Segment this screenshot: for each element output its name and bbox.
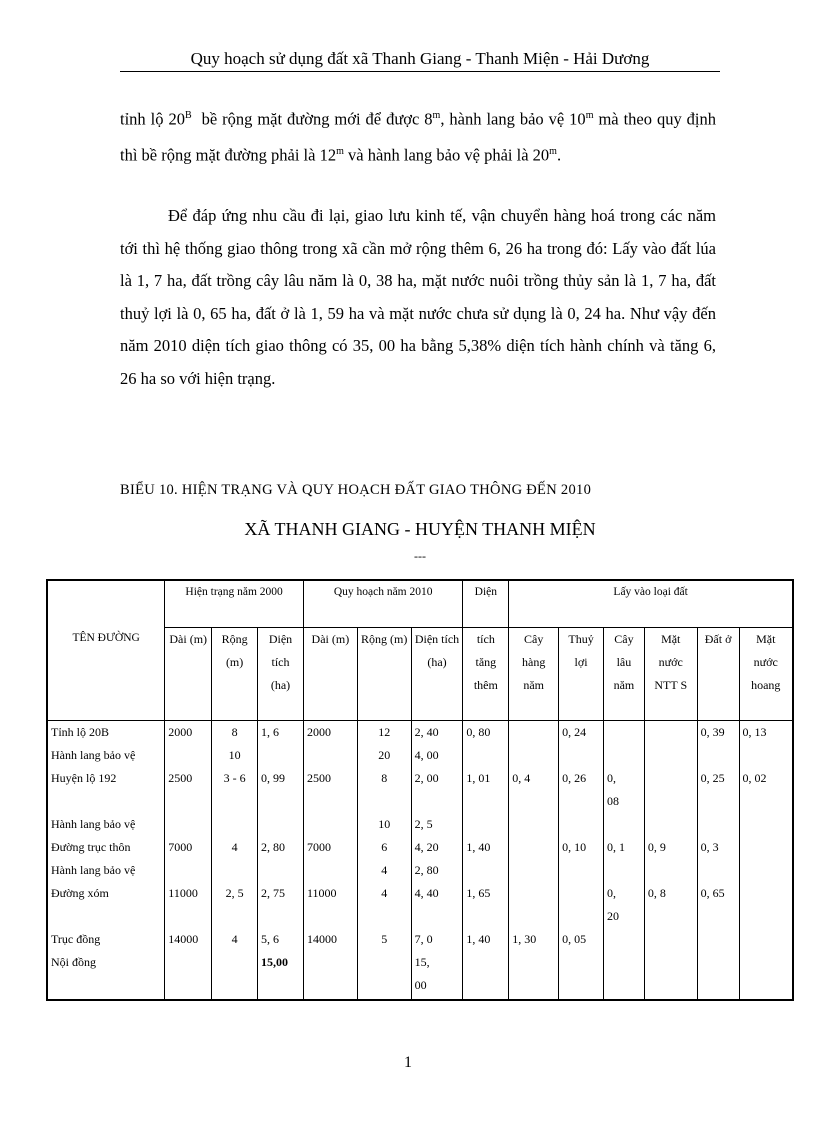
table-subtitle: XÃ THANH GIANG - HUYỆN THANH MIỆN xyxy=(244,519,596,539)
table-cell-line: 0, 05 xyxy=(562,932,587,946)
table-cell-line: 0, 24 xyxy=(562,725,587,739)
th-perennial: Cây lâu năm xyxy=(603,628,644,721)
th-area-increase-top: Diện xyxy=(463,580,509,628)
table-cell-line: 5, 6 xyxy=(261,932,280,946)
table-cell-line xyxy=(466,813,505,836)
table-cell-line: Hành lang bảo vệ xyxy=(51,863,136,877)
table-cell-line: 11000 xyxy=(168,886,198,900)
table-cell-line xyxy=(701,744,736,767)
table-group-header-row xyxy=(47,580,793,628)
table-cell-line: 2, 80 xyxy=(414,863,439,877)
th-cur-area: Diện tích (ha) xyxy=(258,628,304,721)
th-aquaculture: Mặt nước NTT S xyxy=(644,628,697,721)
table-cell-line: 20 xyxy=(606,909,619,923)
table-cell-line xyxy=(512,836,555,859)
th-plan-width: Rộng (m) xyxy=(357,628,411,721)
table-cell-line xyxy=(743,744,789,767)
table-cell-line xyxy=(361,905,408,928)
page-number: 1 xyxy=(404,1054,412,1071)
table-cell-line xyxy=(415,790,460,813)
th-source-land: Lấy vào loại đất xyxy=(509,580,793,628)
table-cell-line xyxy=(307,813,354,836)
col-plan-length xyxy=(303,721,357,1001)
table-cell-line: 2, 5 xyxy=(225,886,244,900)
table-cell-line: 8 xyxy=(381,771,388,785)
table-cell-line xyxy=(261,905,300,928)
table-cell-line: 15, xyxy=(414,955,430,969)
table-cell-line: 3 - 6 xyxy=(223,771,246,785)
table-cell-line: Đường trục thôn xyxy=(51,840,131,854)
table-cell-line xyxy=(607,859,641,882)
table-cell-line xyxy=(307,859,354,882)
p1-sup-b: B xyxy=(184,110,192,121)
p1-text-d: mà theo quy định thì bề rộng mặt đường phải là 12 xyxy=(120,109,716,165)
table-cell-line xyxy=(168,790,208,813)
table-cell-line xyxy=(648,767,694,790)
table-cell-line xyxy=(562,813,600,836)
table-cell-line xyxy=(168,744,208,767)
table-cell-line: 08 xyxy=(606,794,619,808)
table-cell-line xyxy=(701,813,736,836)
table-cell-line: 2, 80 xyxy=(261,840,286,854)
table-cell-line: 10 xyxy=(378,817,391,831)
p1-text-a: tỉnh lộ 20 xyxy=(120,109,185,129)
table-cell-line xyxy=(215,790,254,813)
table-cell-line: 4 xyxy=(231,932,238,946)
table-cell-line: 1, 40 xyxy=(466,840,491,854)
table-cell-line xyxy=(261,790,300,813)
table-cell-line xyxy=(466,790,505,813)
table-cell-line xyxy=(215,813,254,836)
p1-sup-m4: m xyxy=(549,146,557,157)
p1-sup-m3: m xyxy=(336,146,344,157)
table-cell-line: Hành lang bảo vệ xyxy=(51,817,136,831)
table-cell-line: 0, xyxy=(606,771,616,785)
table-cell-line: 2000 xyxy=(306,725,331,739)
col-cur-area xyxy=(258,721,304,1001)
th-irrigation: Thuỷ lợi xyxy=(559,628,604,721)
table-cell-line: Trục đồng xyxy=(51,932,101,946)
table-cell-line: 0, 10 xyxy=(562,840,587,854)
table-cell-line: 1, 01 xyxy=(466,771,491,785)
p1-text-e: và hành lang bảo vệ phải là 20 xyxy=(343,145,550,165)
table-cell-line: 4, 40 xyxy=(414,886,439,900)
table-cell-line xyxy=(607,744,641,767)
table-cell-line xyxy=(466,744,505,767)
p1-sup-m1: m xyxy=(432,110,441,121)
table-cell-line xyxy=(562,859,600,882)
table-cell-line xyxy=(512,721,555,744)
table-cell-line: 0, 39 xyxy=(700,725,725,739)
table-cell-line xyxy=(648,721,694,744)
table-cell-line: 7, 0 xyxy=(414,932,433,946)
current-total-area: 15,00 xyxy=(261,955,289,969)
table-cell-line: 0, 9 xyxy=(647,840,666,854)
table-cell-line xyxy=(261,859,300,882)
table-body-row xyxy=(47,721,793,1001)
table-cell-line: 0, xyxy=(606,886,616,900)
table-cell-line xyxy=(466,859,505,882)
land-table xyxy=(46,579,794,1001)
table-cell-line: 2, 00 xyxy=(414,771,439,785)
col-cur-length xyxy=(165,721,212,1001)
table-cell-line: 00 xyxy=(414,978,427,992)
p1-text-f: . xyxy=(556,145,562,165)
table-cell-line xyxy=(648,744,694,767)
table-cell-line xyxy=(562,790,600,813)
table-cell-line: 0, 25 xyxy=(700,771,725,785)
table-cell-line: 0, 8 xyxy=(647,886,666,900)
col-cur-width xyxy=(212,721,258,1001)
th-residential: Đất ở xyxy=(697,628,739,721)
table-cell-line: 4 xyxy=(381,886,388,900)
p1-text-c: , hành lang bảo vệ 10 xyxy=(440,109,586,129)
table-cell-line: 0, 1 xyxy=(606,840,625,854)
col-annual-crops xyxy=(509,721,559,1001)
table-cell-line: 4 xyxy=(381,863,388,877)
table-cell-line xyxy=(512,744,555,767)
col-area-increase xyxy=(463,721,509,1001)
table-cell-line xyxy=(562,905,600,928)
table-cell-line: 7000 xyxy=(306,840,331,854)
table-cell-line xyxy=(215,859,254,882)
th-annual-crops: Cây hàng năm xyxy=(509,628,559,721)
table-cell-line: 14000 xyxy=(168,932,199,946)
table-cell-line: 2000 xyxy=(168,725,193,739)
th-area-increase: tích tăng thêm xyxy=(463,628,509,721)
table-cell-line: 0, 4 xyxy=(512,771,531,785)
p1-text-b: bề rộng mặt đường mới để được 8 xyxy=(191,109,433,129)
col-road-name xyxy=(47,721,165,1001)
table-cell-line: 1, 65 xyxy=(466,886,491,900)
table-cell-line xyxy=(261,744,300,767)
table-cell-line xyxy=(415,905,460,928)
table-cell-line: 0, 3 xyxy=(700,840,719,854)
table-cell-line: Đường xóm xyxy=(51,886,109,900)
table-cell-line xyxy=(168,905,208,928)
table-cell-line: 10 xyxy=(228,748,241,762)
table-cell-line xyxy=(361,790,408,813)
table-cell-line xyxy=(648,813,694,836)
table-cell-line xyxy=(215,905,254,928)
table-cell-line: 20 xyxy=(378,748,391,762)
table-cell-line: 1, 30 xyxy=(512,932,537,946)
table-cell-line: Nội đồng xyxy=(51,955,96,969)
table-cell-line xyxy=(701,859,736,882)
col-residential xyxy=(697,721,739,1001)
table-cell-line: 0, 99 xyxy=(261,771,286,785)
table-cell-line xyxy=(466,905,505,928)
table-cell-line xyxy=(168,813,208,836)
th-cur-length: Dài (m) xyxy=(165,628,212,721)
table-cell-line xyxy=(512,790,555,813)
header-rule xyxy=(120,71,720,72)
col-irrigation xyxy=(559,721,604,1001)
th-plan-length: Dài (m) xyxy=(303,628,357,721)
table-cell-line: 1, 40 xyxy=(466,932,491,946)
table-cell-line: 0, 02 xyxy=(742,771,767,785)
table-cell-line: Huyện lộ 192 xyxy=(51,771,117,785)
subtitle-dashes: --- xyxy=(414,549,426,563)
col-wild-water xyxy=(739,721,793,1001)
table-cell-line: 0, 65 xyxy=(700,886,725,900)
table-cell-line xyxy=(607,721,641,744)
col-aquaculture xyxy=(644,721,697,1001)
table-cell-line xyxy=(307,790,354,813)
table-cell-line: 2500 xyxy=(168,771,193,785)
col-plan-area xyxy=(411,721,463,1001)
table-cell-line: 0, 26 xyxy=(562,771,587,785)
table-cell-line: 0, 80 xyxy=(466,725,491,739)
col-plan-width xyxy=(357,721,411,1001)
table-cell-line: 8 xyxy=(231,725,238,739)
table-cell-line: 4, 20 xyxy=(414,840,439,854)
table-cell-line: 12 xyxy=(378,725,391,739)
table-cell-line: 14000 xyxy=(306,932,337,946)
paragraph-2: Để đáp ứng nhu cầu đi lại, giao lưu kinh tế, vận chuyển hàng hoá trong các năm tới thì hệ thống giao thông trong xã cần mở rộng thêm 6, 26 ha trong đó: Lấy vào đất lúa là 1, 7 ha, đất trồng cây lâu năm là 0, 38 ha, mặt nước nuôi trồng thủy sản là 1, 7 ha, đất thuỷ lợi là 0, 65 ha, đất ở là 1, 59 ha và mặt nước chưa sử dụng là 0, 24 ha. Như vậy đến năm 2010 diện tích giao thông có 35, 00 ha bằng 5,38% diện tích hành chính và tăng 6, 26 ha so với hiện trạng. xyxy=(120,206,716,388)
table-cell-line: 2, 75 xyxy=(261,886,286,900)
col-perennial xyxy=(603,721,644,1001)
table-cell-line: 0, 13 xyxy=(742,725,767,739)
table-cell-line: Tỉnh lộ 20B xyxy=(51,725,110,739)
table-cell-line: 2, 5 xyxy=(414,817,433,831)
table-title: BIỂU 10. HIỆN TRẠNG VÀ QUY HOẠCH ĐẤT GIAO THÔNG ĐẾN 2010 xyxy=(120,482,592,498)
th-road-name: TÊN ĐƯỜNG xyxy=(47,580,165,721)
th-planned-2010: Quy hoạch năm 2010 xyxy=(303,580,462,628)
table-cell-line xyxy=(261,813,300,836)
table-cell-line xyxy=(607,813,641,836)
table-cell-line: 1, 6 xyxy=(261,725,280,739)
table-cell-line xyxy=(512,882,555,905)
table-cell-line: 4, 00 xyxy=(414,748,439,762)
table-cell-line xyxy=(51,905,161,928)
table-cell-line xyxy=(648,790,694,813)
paragraph-1 xyxy=(120,100,716,172)
table-cell-line: 5 xyxy=(381,932,388,946)
table-cell-line xyxy=(51,790,161,813)
table-cell-line: 7000 xyxy=(168,840,193,854)
table-cell-line: 11000 xyxy=(306,886,337,900)
table-cell-line xyxy=(168,859,208,882)
table-cell-line: 2500 xyxy=(306,771,331,785)
p1-sup-m2: m xyxy=(585,110,594,121)
th-wild-water: Mặt nước hoang xyxy=(739,628,793,721)
table-cell-line: 6 xyxy=(381,840,388,854)
table-cell-line xyxy=(512,905,555,928)
th-cur-width: Rộng (m) xyxy=(212,628,258,721)
table-cell-line: 4 xyxy=(231,840,238,854)
table-cell-line xyxy=(307,905,354,928)
table-cell-line xyxy=(648,859,694,882)
table-cell-line xyxy=(512,859,555,882)
table-cell-line: Hành lang bảo vệ xyxy=(51,748,136,762)
table-cell-line: 2, 40 xyxy=(414,725,439,739)
page-header: Quy hoạch sử dụng đất xã Thanh Giang - Thanh Miện - Hải Dương xyxy=(190,49,650,68)
th-current-2000: Hiện trạng năm 2000 xyxy=(165,580,304,628)
table-cell-line xyxy=(512,813,555,836)
table-cell-line xyxy=(562,882,600,905)
th-plan-area: Diện tích (ha) xyxy=(411,628,463,721)
table-cell-line xyxy=(701,790,736,813)
table-cell-line xyxy=(307,744,354,767)
table-cell-line xyxy=(562,744,600,767)
